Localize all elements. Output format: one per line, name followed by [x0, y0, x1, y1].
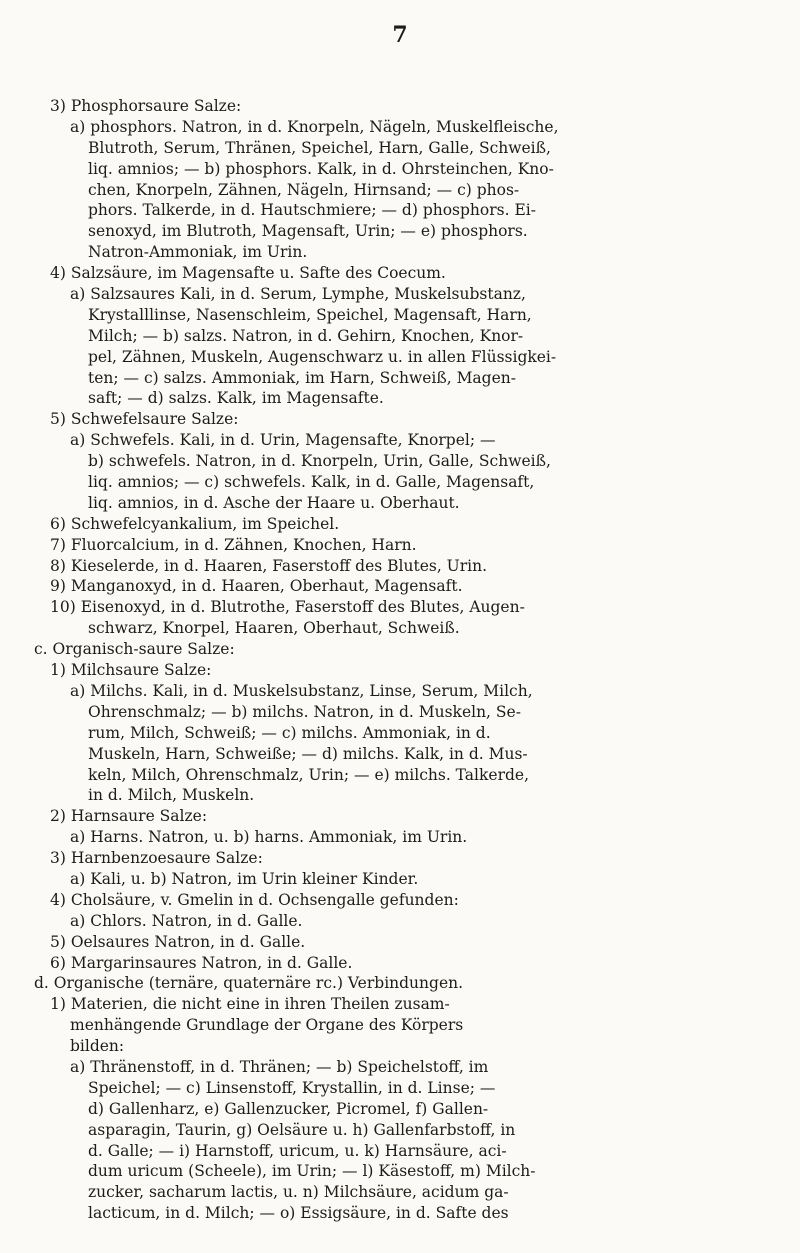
text-line: a) Milchs. Kali, in d. Muskelsubstanz, Linse, Serum, Milch, — [70, 681, 533, 700]
text-line: c. Organisch-saure Salze: — [34, 640, 235, 659]
text-line: d. Organische (ternäre, quaternäre rc.) Verbindungen. — [34, 974, 464, 993]
text-line: schwarz, Knorpel, Haaren, Oberhaut, Schweiß. — [88, 619, 460, 638]
text-line: a) Thränenstoff, in d. Thränen; — b) Speichelstoff, im — [70, 1057, 489, 1076]
text-line: 5) Schwefelsaure Salze: — [50, 410, 239, 429]
text-line: lacticum, in d. Milch; — o) Essigsäure, in d. Safte des — [88, 1204, 509, 1223]
text-line: Blutroth, Serum, Thränen, Speichel, Harn, Galle, Schweiß, — [88, 138, 551, 157]
text-line: Muskeln, Harn, Schweiße; — d) milchs. Kalk, in d. Mus- — [88, 744, 528, 763]
text-line: a) Kali, u. b) Natron, im Urin kleiner Kinder. — [70, 869, 419, 888]
text-line: senoxyd, im Blutroth, Magensaft, Urin; — e) phosphors. — [88, 222, 528, 241]
text-line: 6) Schwefelcyankalium, im Speichel. — [50, 514, 340, 533]
text-line: menhängende Grundlage der Organe des Körpers — [70, 1016, 464, 1035]
text-line: 7) Fluorcalcium, in d. Zähnen, Knochen, Harn. — [50, 535, 417, 554]
text-line: bilden: — [70, 1037, 125, 1056]
text-line: b) schwefels. Natron, in d. Knorpeln, Urin, Galle, Schweiß, — [88, 452, 551, 471]
text-line: 3) Harnbenzoesaure Salze: — [50, 849, 263, 868]
text-line: Natron-Ammoniak, im Urin. — [88, 243, 308, 262]
text-line: a) Chlors. Natron, in d. Galle. — [70, 911, 303, 930]
text-line: dum uricum (Scheele), im Urin; — l) Käsestoff, m) Milch- — [88, 1162, 536, 1181]
text-line: in d. Milch, Muskeln. — [88, 786, 255, 805]
text-line: 2) Harnsaure Salze: — [50, 807, 208, 826]
text-line: keln, Milch, Ohrenschmalz, Urin; — e) milchs. Talkerde, — [88, 765, 530, 784]
text-line: 9) Manganoxyd, in d. Haaren, Oberhaut, Magensaft. — [50, 577, 463, 596]
text-line: liq. amnios; — b) phosphors. Kalk, in d. Ohrsteinchen, Kno- — [88, 159, 554, 178]
text-line: 6) Margarinsaures Natron, in d. Galle. — [50, 953, 353, 972]
text-line: Milch; — b) salzs. Natron, in d. Gehirn, Knochen, Knor- — [88, 326, 524, 345]
text-line: a) Salzsaures Kali, in d. Serum, Lymphe, Muskelsubstanz, — [70, 285, 526, 304]
text-line: ten; — c) salzs. Ammoniak, im Harn, Schweiß, Magen- — [88, 368, 516, 387]
text-line: chen, Knorpeln, Zähnen, Nägeln, Hirnsand; — c) phos- — [88, 180, 520, 199]
text-line: 3) Phosphorsaure Salze: — [50, 97, 242, 115]
text-line: pel, Zähnen, Muskeln, Augenschwarz u. in allen Flüssigkei- — [88, 347, 557, 366]
text-line: 1) Materien, die nicht eine in ihren Theilen zusam- — [50, 995, 450, 1014]
text-line: 5) Oelsaures Natron, in d. Galle. — [50, 932, 306, 951]
text-line: liq. amnios; — c) schwefels. Kalk, in d. Galle, Magensaft, — [88, 473, 535, 492]
text-line: a) phosphors. Natron, in d. Knorpeln, Nägeln, Muskelfleische, — [70, 117, 559, 136]
text-line: 10) Eisenoxyd, in d. Blutrothe, Faserstoff des Blutes, Augen- — [50, 598, 525, 617]
text-body — [0, 96, 800, 1224]
text-line: 8) Kieselerde, in d. Haaren, Faserstoff des Blutes, Urin. — [50, 556, 488, 575]
text-line: asparagin, Taurin, g) Oelsäure u. h) Gallenfarbstoff, in — [88, 1120, 516, 1139]
text-line: rum, Milch, Schweiß; — c) milchs. Ammoniak, in d. — [88, 723, 491, 742]
text-line: 1) Milchsaure Salze: — [50, 661, 212, 680]
text-line: d. Galle; — i) Harnstoff, uricum, u. k) Harnsäure, aci- — [88, 1141, 507, 1160]
text-line: d) Gallenharz, e) Gallenzucker, Picromel, f) Gallen- — [88, 1099, 489, 1118]
page-number: 7 — [392, 22, 408, 48]
text-line: Ohrenschmalz; — b) milchs. Natron, in d. Muskeln, Se- — [88, 702, 521, 721]
text-line: a) Schwefels. Kali, in d. Urin, Magensafte, Knorpel; — — [70, 431, 496, 450]
text-line: 4) Salzsäure, im Magensafte u. Safte des Coecum. — [50, 264, 446, 283]
text-line: 4) Cholsäure, v. Gmelin in d. Ochsengalle gefunden: — [50, 890, 459, 909]
text-line: Krystalllinse, Nasenschleim, Speichel, Magensaft, Harn, — [88, 305, 532, 324]
text-line: liq. amnios, in d. Asche der Haare u. Oberhaut. — [88, 493, 460, 512]
text-line: saft; — d) salzs. Kalk, im Magensafte. — [88, 389, 384, 408]
text-line: a) Harns. Natron, u. b) harns. Ammoniak, im Urin. — [70, 828, 468, 847]
text-line: Speichel; — c) Linsenstoff, Krystallin, in d. Linse; — — [88, 1078, 496, 1097]
text-line: zucker, sacharum lactis, u. n) Milchsäure, acidum ga- — [88, 1183, 509, 1202]
text-line: phors. Talkerde, in d. Hautschmiere; — d) phosphors. Ei- — [88, 201, 536, 220]
